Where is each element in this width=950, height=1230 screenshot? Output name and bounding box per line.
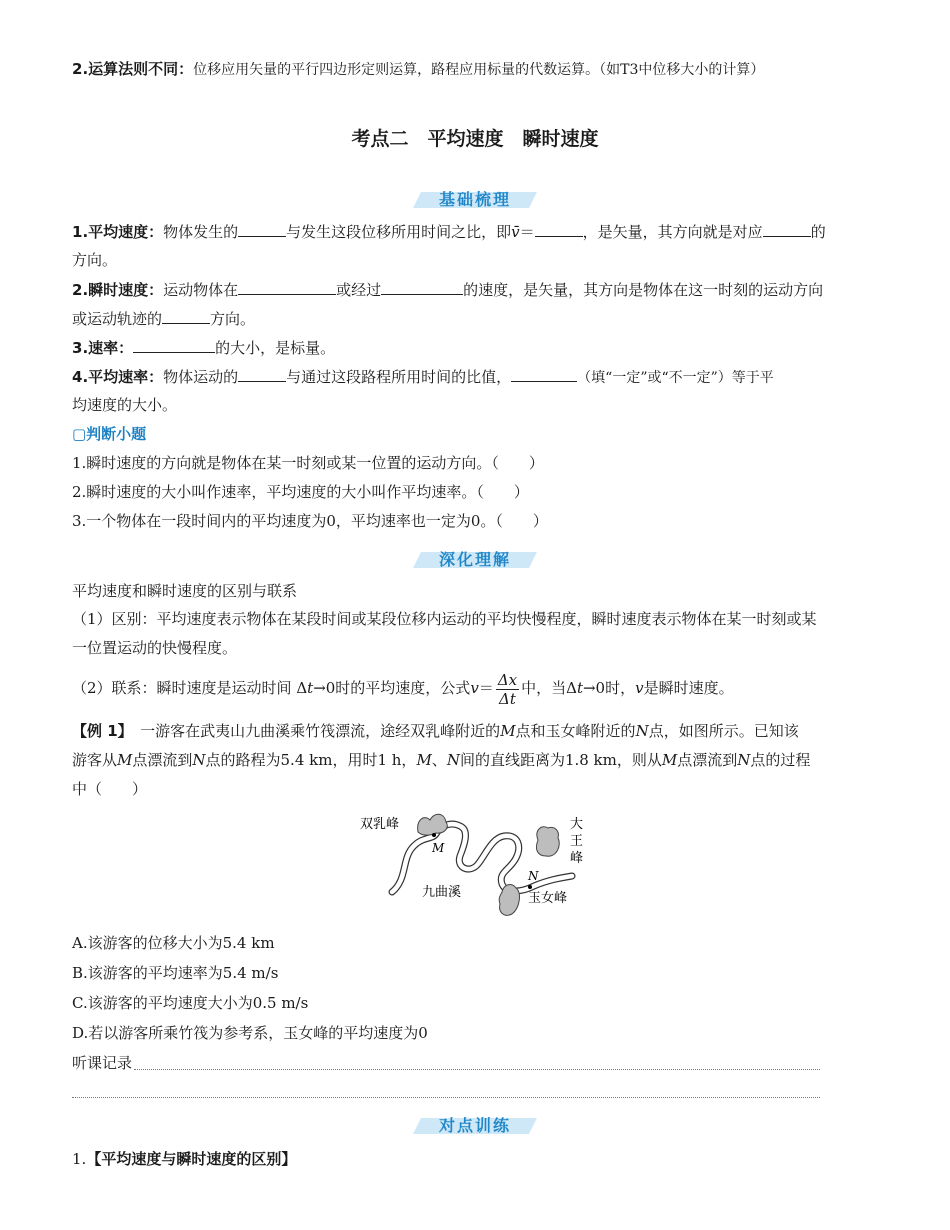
label-dawang-2: 王: [570, 834, 584, 849]
basics-item-3: 3.速率： 的大小，是标量。: [72, 336, 882, 359]
basics-item-2: 2.瞬时速度：运动物体在 或经过 的速度，是矢量，其方向是物体在这一时刻的运动方向: [72, 278, 882, 301]
deep-p2: （2）联系：瞬时速度是运动时间 Δt→0时的平均速度，公式v＝ $\frac{\Delta x}{\Delta t}$ 中，当Δt→0时，v是瞬时速度。: [72, 670, 734, 708]
judge-item: 1.瞬时速度的方向就是物体在某一时刻或某一位置的运动方向。（ ）: [72, 454, 544, 472]
section-title: 考点二 平均速度 瞬时速度: [351, 128, 599, 150]
training-item-1: 1.【平均速度与瞬时速度的区别】: [72, 1150, 297, 1168]
blank[interactable]: [133, 336, 215, 353]
basics-item-1: 1.平均速度：物体发生的 与发生这段位移所用时间之比，即v̄＝ ，是矢量，其方向就是对应 的: [72, 220, 882, 243]
option-a[interactable]: A.该游客的位移大小为5.4 km: [72, 934, 275, 952]
basics-item-4-cont: 均速度的大小。: [72, 396, 178, 414]
option-b[interactable]: B.该游客的平均速率为5.4 m/s: [72, 964, 279, 982]
blank[interactable]: [511, 365, 577, 382]
example-line-2: 游客从M点漂流到N点的路程为5.4 km，用时1 h，M、N间的直线距离为1.8 km，则从M点漂流到N点的过程: [72, 751, 811, 769]
blank[interactable]: [238, 278, 336, 295]
basics-item-4: 4.平均速率：物体运动的 与通过这段路程所用时间的比值， （填“一定”或“不一定”）等于平: [72, 365, 882, 389]
blank[interactable]: [535, 220, 583, 237]
label-n: N: [528, 869, 539, 883]
deep-p1-cont: 一位置运动的快慢程度。: [72, 639, 238, 657]
badge-basic: 基础梳理: [413, 188, 537, 212]
label-m: M: [432, 841, 445, 855]
option-d[interactable]: D.若以游客所乘竹筏为参考系，玉女峰的平均速度为0: [72, 1024, 428, 1042]
judge-item: 2.瞬时速度的大小叫作速率，平均速度的大小叫作平均速率。（ ）: [72, 483, 529, 501]
badge-train: 对点训练: [413, 1114, 537, 1138]
point-m-icon: [432, 833, 436, 837]
mountain-shuangru-icon: [418, 814, 448, 835]
label-jiuqu: 九曲溪: [422, 885, 462, 900]
label-dawang-3: 峰: [570, 851, 584, 866]
judge-item: 3.一个物体在一段时间内的平均速度为0，平均速率也一定为0。（ ）: [72, 512, 548, 530]
label-yunv: 玉女峰: [528, 891, 568, 906]
deep-p1: （1）区别：平均速度表示物体在某段时间或某段位移内运动的平均快慢程度，瞬时速度表示物体在某一时刻或某: [72, 610, 817, 628]
deep-heading: 平均速度和瞬时速度的区别与联系: [72, 582, 298, 600]
example-line-3: 中（ ）: [72, 780, 148, 798]
badge-deep: 深化理解: [413, 548, 537, 572]
record-line[interactable]: [134, 1068, 820, 1070]
option-c[interactable]: C.该游客的平均速度大小为0.5 m/s: [72, 994, 309, 1012]
label-dawang-1: 大: [570, 817, 584, 832]
formula-fraction: $\frac{\Delta x}{\Delta t}$: [497, 670, 518, 708]
point-n-icon: [528, 885, 532, 889]
blank[interactable]: [238, 220, 286, 237]
record-line[interactable]: [72, 1096, 820, 1098]
label-shuangru: 双乳峰: [360, 817, 400, 832]
river-map-figure: [352, 800, 602, 925]
blank[interactable]: [381, 278, 463, 295]
example-line-1: 【例 1】 一游客在武夷山九曲溪乘竹筏漂流，途经双乳峰附近的M点和玉女峰附近的N点，如图所示。已知该: [72, 722, 799, 740]
blank[interactable]: [238, 365, 286, 382]
blank[interactable]: [763, 220, 811, 237]
mountain-dawang-icon: [536, 827, 559, 856]
judge-title: ▢判断小题: [72, 425, 147, 443]
basics-item-2-cont: 或运动轨迹的 方向。: [72, 307, 882, 330]
blank[interactable]: [162, 307, 210, 324]
top-note: 2.运算法则不同：位移应用矢量的平行四边形定则运算，路程应用标量的代数运算。（如T3中位移大小的计算）: [72, 60, 765, 78]
record-label: 听课记录: [72, 1054, 133, 1072]
basics-item-1-cont: 方向。: [72, 251, 118, 269]
